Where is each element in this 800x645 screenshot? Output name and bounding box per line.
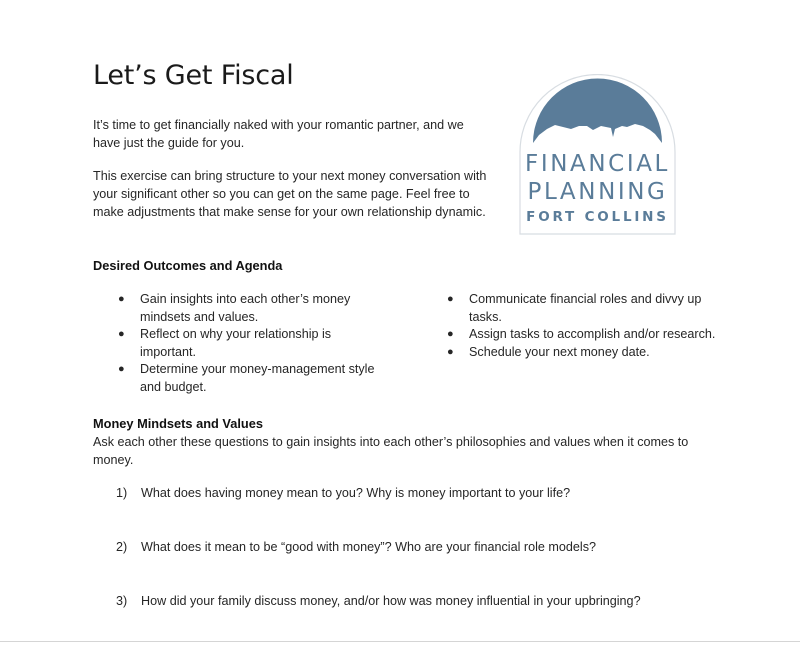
mindsets-description: Ask each other these questions to gain insights into each other’s philosophies and values when it comes to money. — [93, 435, 689, 467]
logo-text-fort-collins: FORT COLLINS — [526, 209, 669, 225]
question-number: 3) — [116, 594, 128, 608]
mindsets-heading: Money Mindsets and Values — [93, 416, 263, 431]
bullet-icon: ● — [118, 328, 125, 341]
bullet-icon: ● — [118, 363, 125, 376]
agenda-item: ● Communicate financial roles and divvy up tasks. — [447, 292, 702, 324]
question-text: How did your family discuss money, and/or how was money influential in your upbringing? — [141, 594, 641, 608]
question-text: What does it mean to be “good with money”? Who are your financial role models? — [141, 540, 597, 554]
agenda-item: ● Schedule your next money date. — [444, 344, 724, 362]
bullet-icon: ● — [447, 328, 454, 341]
intro-paragraph-1: It’s time to get financially naked with your romantic partner, and we have just the guide for you. — [93, 118, 464, 150]
agenda-heading: Desired Outcomes and Agenda — [93, 258, 283, 273]
bullet-icon: ● — [447, 293, 454, 305]
agenda-item: ● Gain insights into each other’s money mindsets and values. — [118, 292, 351, 324]
logo-text-planning: PLANNING — [527, 179, 668, 205]
question-item — [116, 594, 641, 608]
question-number: 1) — [116, 486, 128, 500]
bullet-icon: ● — [118, 293, 125, 305]
agenda-item: ● Determine your money-management style and budget. — [118, 362, 375, 394]
financial-planning-logo — [519, 74, 676, 235]
bullet-icon: ● — [447, 345, 454, 358]
intro-paragraph-2: This exercise can bring structure to your next money conversation with your significant other so you can get on the same page. Feel free to make adjustments that make sense for your own relationship dynamic. — [93, 169, 487, 219]
question-item — [116, 486, 570, 500]
agenda-list-left — [115, 291, 385, 397]
agenda-item: ● Assign tasks to accomplish and/or research. — [444, 326, 724, 344]
agenda-list-right — [444, 291, 724, 361]
question-item — [116, 540, 596, 554]
page-divider — [0, 641, 800, 642]
logo-text-financial: FINANCIAL — [525, 151, 670, 177]
page-title: Let’s Get Fiscal — [93, 60, 294, 91]
question-number: 2) — [116, 540, 128, 554]
agenda-item: ● Reflect on why your relationship is important. — [118, 327, 332, 359]
logo-badge — [519, 74, 676, 235]
question-text: What does having money mean to you? Why is money important to your life? — [141, 486, 571, 500]
